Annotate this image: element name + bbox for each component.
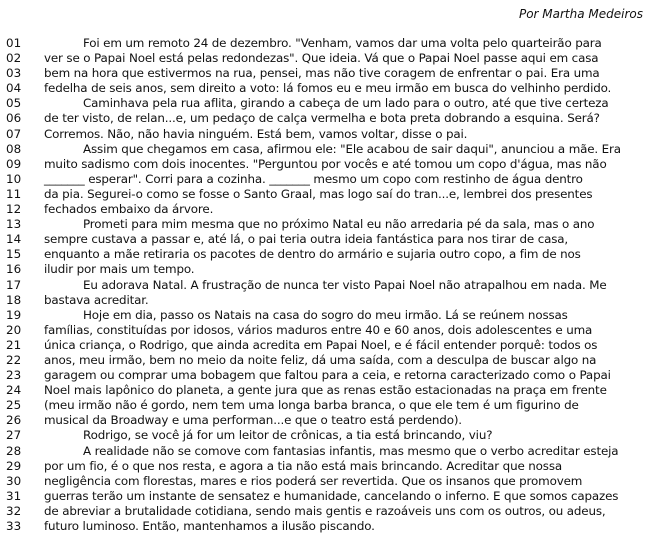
text-line xyxy=(6,293,644,308)
text-line xyxy=(6,398,644,413)
line-text: por um fio, é o que nos resta, e agora a tia não está mais brincando. Acreditar que nossa xyxy=(44,458,562,473)
line-number: 14 xyxy=(6,232,22,247)
line-text: de ter visto, de relan...e, um pedaço de calça vermelha e bota preta dobrando a esquina. Será? xyxy=(44,111,600,126)
author-byline: Por Martha Medeiros xyxy=(518,7,643,21)
line-text: muito sadismo com dois inocentes. "Perguntou por vocês e até tomou um copo d'água, mas não xyxy=(44,156,607,171)
line-text: musical da Broadway e uma performan...e que o teatro está perdendo). xyxy=(44,413,462,428)
text-line xyxy=(6,308,644,323)
line-number: 02 xyxy=(6,51,22,66)
text-line xyxy=(6,172,644,187)
line-number: 23 xyxy=(6,368,22,383)
line-number: 32 xyxy=(6,503,22,518)
text-line xyxy=(6,428,644,443)
text-line xyxy=(6,142,644,157)
text-line xyxy=(6,489,644,504)
line-text: (meu irmão não é gordo, nem tem uma longa barba branca, o que ele tem é um figurino de xyxy=(44,398,579,413)
text-line xyxy=(6,444,644,459)
line-text: A realidade não se comove com fantasias infantis, mas mesmo que o verbo acreditar esteja xyxy=(83,443,619,458)
line-text: bastava acreditar. xyxy=(44,292,149,307)
line-text: famílias, constituídas por idosos, vários maduros entre 40 e 60 anos, dois adolescentes e uma xyxy=(44,322,593,337)
line-text: negligência com florestas, mares e rios poderá ser revertida. Que os insanos que promovem xyxy=(44,473,583,488)
line-number: 19 xyxy=(6,307,22,322)
line-number: 05 xyxy=(6,96,22,111)
text-line xyxy=(6,338,644,353)
line-text: bem na hora que estivermos na rua, pensei, mas não tive coragem de enfrentar o pai. Era uma xyxy=(44,66,600,81)
line-number: 10 xyxy=(6,171,22,186)
line-text: Eu adorava Natal. A frustração de nunca ter visto Papai Noel não atrapalhou em nada. Me xyxy=(83,277,607,292)
text-line xyxy=(6,217,644,232)
text-line xyxy=(6,157,644,172)
line-text: única criança, o Rodrigo, que ainda acredita em Papai Noel, e é fácil entender porquê: todos os xyxy=(44,337,598,352)
text-line xyxy=(6,51,644,66)
line-number: 33 xyxy=(6,519,22,533)
line-number: 09 xyxy=(6,156,22,171)
line-number: 15 xyxy=(6,247,22,262)
line-number: 03 xyxy=(6,66,22,81)
text-line xyxy=(6,111,644,126)
line-text: Prometi para mim mesma que no próximo Natal eu não arredaria pé da sala, mas o ano xyxy=(83,217,595,232)
line-number: 25 xyxy=(6,398,22,413)
text-line xyxy=(6,519,644,534)
line-text: Hoje em dia, passo os Natais na casa do sogro do meu irmão. Lá se reúnem nossas xyxy=(83,307,568,322)
line-number: 20 xyxy=(6,322,22,337)
line-number: 06 xyxy=(6,111,22,126)
line-text: sempre custava a passar e, até lá, o pai teria outra ideia fantástica para nos tirar de casa, xyxy=(44,232,569,247)
line-number: 30 xyxy=(6,473,22,488)
text-line xyxy=(6,383,644,398)
line-text: Noel mais lapônico do planeta, a gente jura que as renas estão estacionadas na praça em frente xyxy=(44,383,607,398)
line-text: guerras terão um instante de sensatez e humanidade, cancelando o inferno. E que somos capazes xyxy=(44,488,619,503)
line-text: ver se o Papai Noel está pelas redondezas". Que ideia. Vá que o Papai Noel passe aqui em casa xyxy=(44,51,599,66)
line-number: 22 xyxy=(6,352,22,367)
numbered-text-body xyxy=(6,36,644,534)
line-number: 26 xyxy=(6,413,22,428)
line-text: Rodrigo, se você já for um leitor de crônicas, a tia está brincando, viu? xyxy=(83,428,493,443)
text-line xyxy=(6,413,644,428)
line-text: Corremos. Não, não havia ninguém. Está bem, vamos voltar, disse o pai. xyxy=(44,126,468,141)
line-text: futuro luminoso. Então, mantenhamos a ilusão piscando. xyxy=(44,519,375,533)
line-text: garagem ou comprar uma bobagem que faltou para a ceia, e retorna caracterizado como o Papai xyxy=(44,368,611,383)
line-text: _______ esperar". Corri para a cozinha. _______ mesmo um copo com restinho de água dentro xyxy=(44,171,583,186)
text-line xyxy=(6,232,644,247)
text-line xyxy=(6,278,644,293)
line-text: Assim que chegamos em casa, afirmou ele: "Ele acabou de sair daqui", anunciou a mãe. Era xyxy=(83,141,621,156)
line-number: 07 xyxy=(6,126,22,141)
line-text: da pia. Segurei-o como se fosse o Santo Graal, mas logo saí do tran...e, lembrei dos presentes xyxy=(44,186,593,201)
line-number: 13 xyxy=(6,217,22,232)
line-text: anos, meu irmão, bem no meio da noite feliz, dá uma saída, com a desculpa de buscar algo na xyxy=(44,352,597,367)
text-line xyxy=(6,202,644,217)
text-line xyxy=(6,474,644,489)
text-line xyxy=(6,36,644,51)
line-number: 24 xyxy=(6,383,22,398)
text-line xyxy=(6,187,644,202)
text-line xyxy=(6,262,644,277)
text-line xyxy=(6,96,644,111)
line-number: 31 xyxy=(6,488,22,503)
line-number: 27 xyxy=(6,428,22,443)
text-line xyxy=(6,81,644,96)
line-text: iludir por mais um tempo. xyxy=(44,262,195,277)
text-line xyxy=(6,459,644,474)
line-number: 28 xyxy=(6,443,22,458)
line-number: 11 xyxy=(6,186,22,201)
text-line xyxy=(6,127,644,142)
line-text: fechados embaixo da árvore. xyxy=(44,202,214,217)
line-number: 04 xyxy=(6,81,22,96)
line-number: 12 xyxy=(6,202,22,217)
line-number: 21 xyxy=(6,337,22,352)
line-number: 08 xyxy=(6,141,22,156)
text-line xyxy=(6,368,644,383)
text-line xyxy=(6,66,644,81)
text-line xyxy=(6,504,644,519)
text-line xyxy=(6,353,644,368)
line-number: 16 xyxy=(6,262,22,277)
text-line xyxy=(6,323,644,338)
line-text: Caminhava pela rua aflita, girando a cabeça de um lado para o outro, até que tive certeza xyxy=(83,96,609,111)
line-number: 29 xyxy=(6,458,22,473)
line-text: de abreviar a brutalidade cotidiana, sendo mais gentis e razoáveis uns com os outros, ou adeus, xyxy=(44,503,606,518)
text-line xyxy=(6,247,644,262)
line-number: 01 xyxy=(6,36,22,50)
line-text: enquanto a mãe retiraria os pacotes de dentro do armário e sujaria outro copo, a fim de nos xyxy=(44,247,581,262)
line-text: Foi em um remoto 24 de dezembro. "Venham, vamos dar uma volta pelo quarteirão para xyxy=(83,36,602,50)
line-text: fedelha de seis anos, sem direito a voto: lá fomos eu e meu irmão em busca do velhinho perdido. xyxy=(44,81,612,96)
line-number: 18 xyxy=(6,292,22,307)
line-number: 17 xyxy=(6,277,22,292)
